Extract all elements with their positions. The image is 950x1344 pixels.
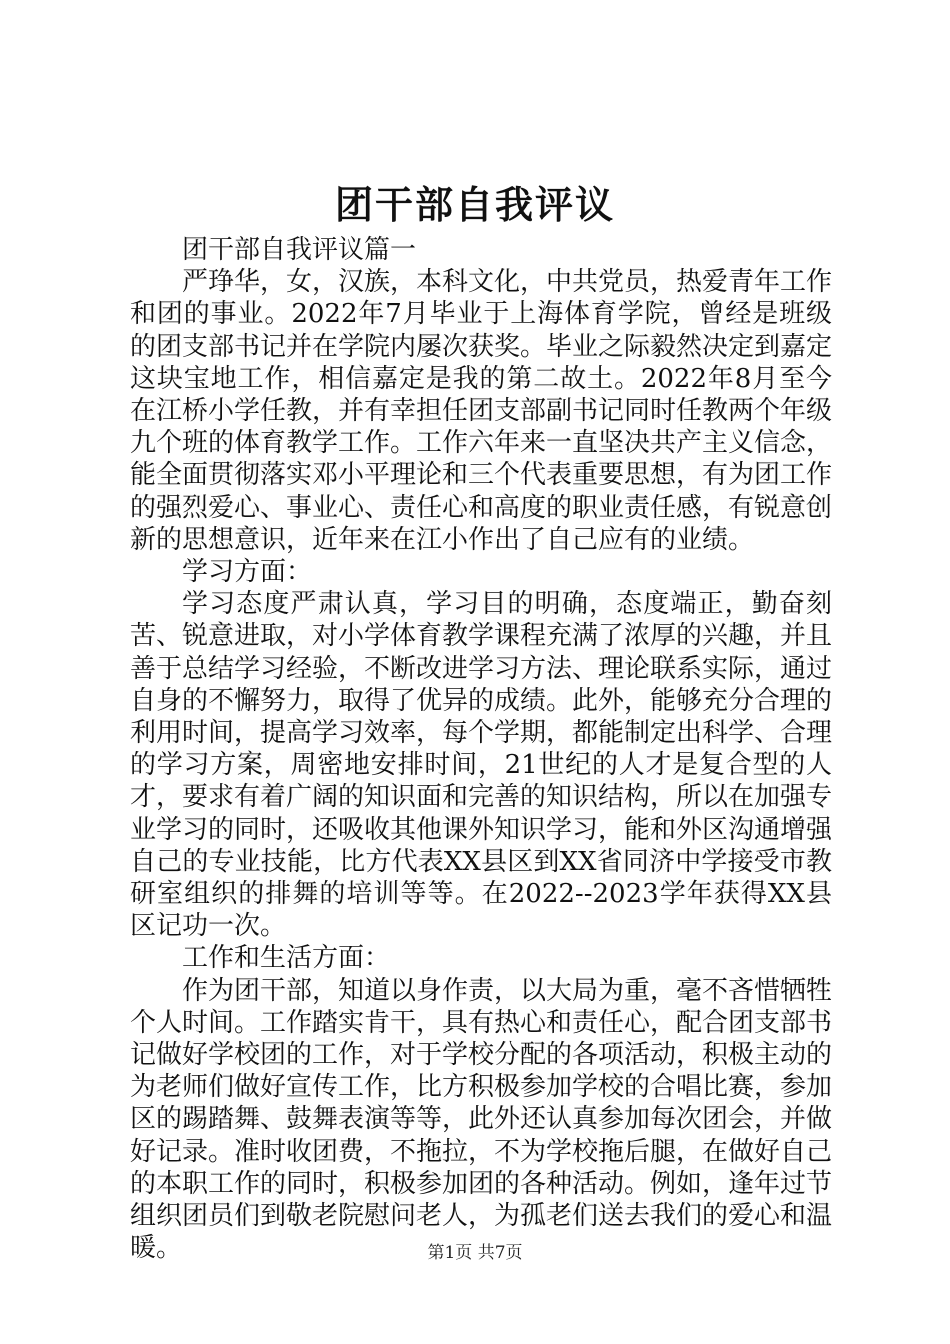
section-heading: 学习方面： (182, 557, 313, 588)
body-paragraph: 作为团干部，知道以身作责，以大局为重，毫不吝惜牺牲个人时间。工作踏实肯干，具有热心和责任心，配合团支部书记做好学校团的工作，对于学校分配的各项活动，积极主动的为老师们做好宣传工作，比方积极参加学校的合唱比赛，参加区的踢踏舞、鼓舞表演等等，此外还认真参加每次团会，并做好记录。准时收团费，不拖拉，不为学校拖后腿，在做好自己的本职工作的同时，积极参加团的各种活动。例如，逢年过节组织团员们到敬老院慰问老人，为孤老们送去我们的爱心和温暖。 (130, 975, 833, 1264)
document-title: 团干部自我评议 (334, 182, 615, 227)
section-heading: 工作和生活方面： (182, 943, 391, 974)
body-paragraph: 严琤华，女，汉族，本科文化，中共党员，热爱青年工作和团的事业。2022年7月毕业于上海体育学院，曾经是班级的团支部书记并在学院内屡次获奖。毕业之际毅然决定到嘉定这块宝地工作，相信嘉定是我的第二故土。2022年8月至今在江桥小学任教，并有幸担任团支部副书记同时任教两个年级九个班的体育教学工作。工作六年来一直坚决共产主义信念，能全面贯彻落实邓小平理论和三个代表重要思想，有为团工作的强烈爱心、事业心、责任心和高度的职业责任感，有锐意创新的思想意识，近年来在江小作出了自己应有的业绩。 (130, 267, 833, 555)
document-body (130, 234, 832, 1265)
section-heading: 团干部自我评议篇一 (182, 235, 417, 265)
body-paragraph: 学习态度严肃认真，学习目的明确，态度端正，勤奋刻苦、锐意进取，对小学体育教学课程充满了浓厚的兴趣，并且善于总结学习经验，不断改进学习方法、理论联系实际，通过自身的不懈努力，取得了优异的成绩。此外，能够充分合理的利用时间，提高学习效率，每个学期，都能制定出科学、合理的学习方案，周密地安排时间，21世纪的人才是复合型的人才，要求有着广阔的知识面和完善的知识结构，所以在加强专业学习的同时，还吸收其他课外知识学习，能和外区沟通增强自己的专业技能，比方代表XX县区到XX省同济中学接受市教研室组织的排舞的培训等等。在2022--2023学年获得XX县区记功一次。 (130, 589, 833, 942)
page-number-footer: 第1页 共7页 (427, 1243, 523, 1263)
